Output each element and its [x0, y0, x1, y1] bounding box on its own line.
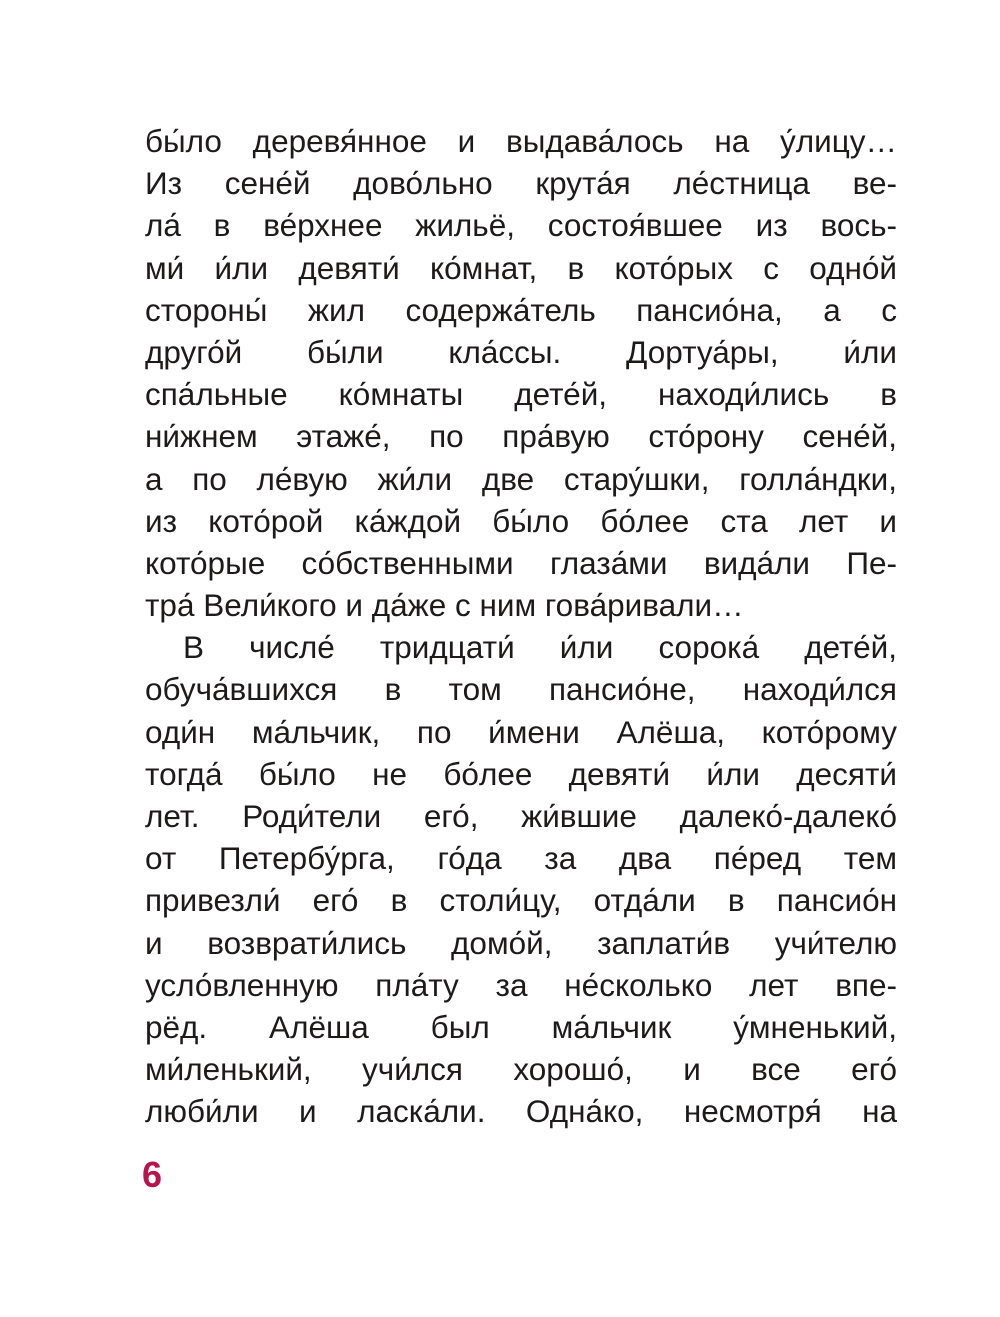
- body-text: [145, 120, 897, 1133]
- text-line: обуча́вшихся в том пансио́не, находи́лся: [145, 671, 897, 708]
- text-line: друго́й бы́ли кла́ссы. Дортуа́ры, и́ли: [145, 333, 897, 370]
- text-line: оди́н ма́льчик, по и́мени Алёша, кото́рому: [145, 713, 897, 750]
- text-line: от Петербу́рга, го́да за два пе́ред тем: [145, 840, 897, 877]
- text-line: люби́ли и ласка́ли. Одна́ко, несмотря́ на: [145, 1093, 897, 1130]
- text-line: ла́ в ве́рхнее жильё, состоя́вшее из вось-: [145, 207, 897, 244]
- text-line: спа́льные ко́мнаты дете́й, находи́лись в: [145, 376, 897, 413]
- text-line: и возврати́лись домо́й, заплати́в учи́телю: [145, 924, 897, 961]
- text-line: ми́ и́ли девяти́ ко́мнат, в кото́рых с одно́й: [145, 249, 897, 286]
- text-line: из кото́рой ка́ждой бы́ло бо́лее ста лет и: [145, 502, 897, 539]
- text-line: усло́вленную пла́ту за не́сколько лет впе-: [145, 966, 897, 1003]
- text-line: а по ле́вую жи́ли две стару́шки, голла́ндки,: [145, 460, 897, 497]
- text-line: В числе́ тридцати́ и́ли сорока́ дете́й,: [183, 629, 897, 666]
- text-line: ни́жнем этаже́, по пра́вую сто́рону сене́й,: [145, 418, 897, 455]
- page-number: 6: [142, 1154, 163, 1195]
- text-line: рёд. Алёша был ма́льчик у́мненький,: [145, 1008, 897, 1045]
- text-line: ми́ленький, учи́лся хорошо́, и все его́: [145, 1051, 897, 1088]
- text-line: Из сене́й дово́льно крута́я ле́стница ве-: [145, 165, 897, 202]
- text-line: кото́рые со́бственными глаза́ми вида́ли Пе-: [145, 544, 897, 581]
- text-line: бы́ло деревя́нное и выдава́лось на у́лицу…: [145, 123, 897, 159]
- text-line: тогда́ бы́ло не бо́лее девяти́ и́ли десяти́: [145, 755, 897, 792]
- text-line: тра́ Вели́кого и да́же с ним гова́ривали…: [145, 587, 744, 624]
- text-line: привезли́ его́ в столи́цу, отда́ли в пансио́н: [145, 882, 897, 919]
- text-line: стороны́ жил содержа́тель пансио́на, а с: [145, 291, 897, 328]
- text-line: лет. Роди́тели его́, жи́вшие далеко́-далеко́: [145, 798, 897, 834]
